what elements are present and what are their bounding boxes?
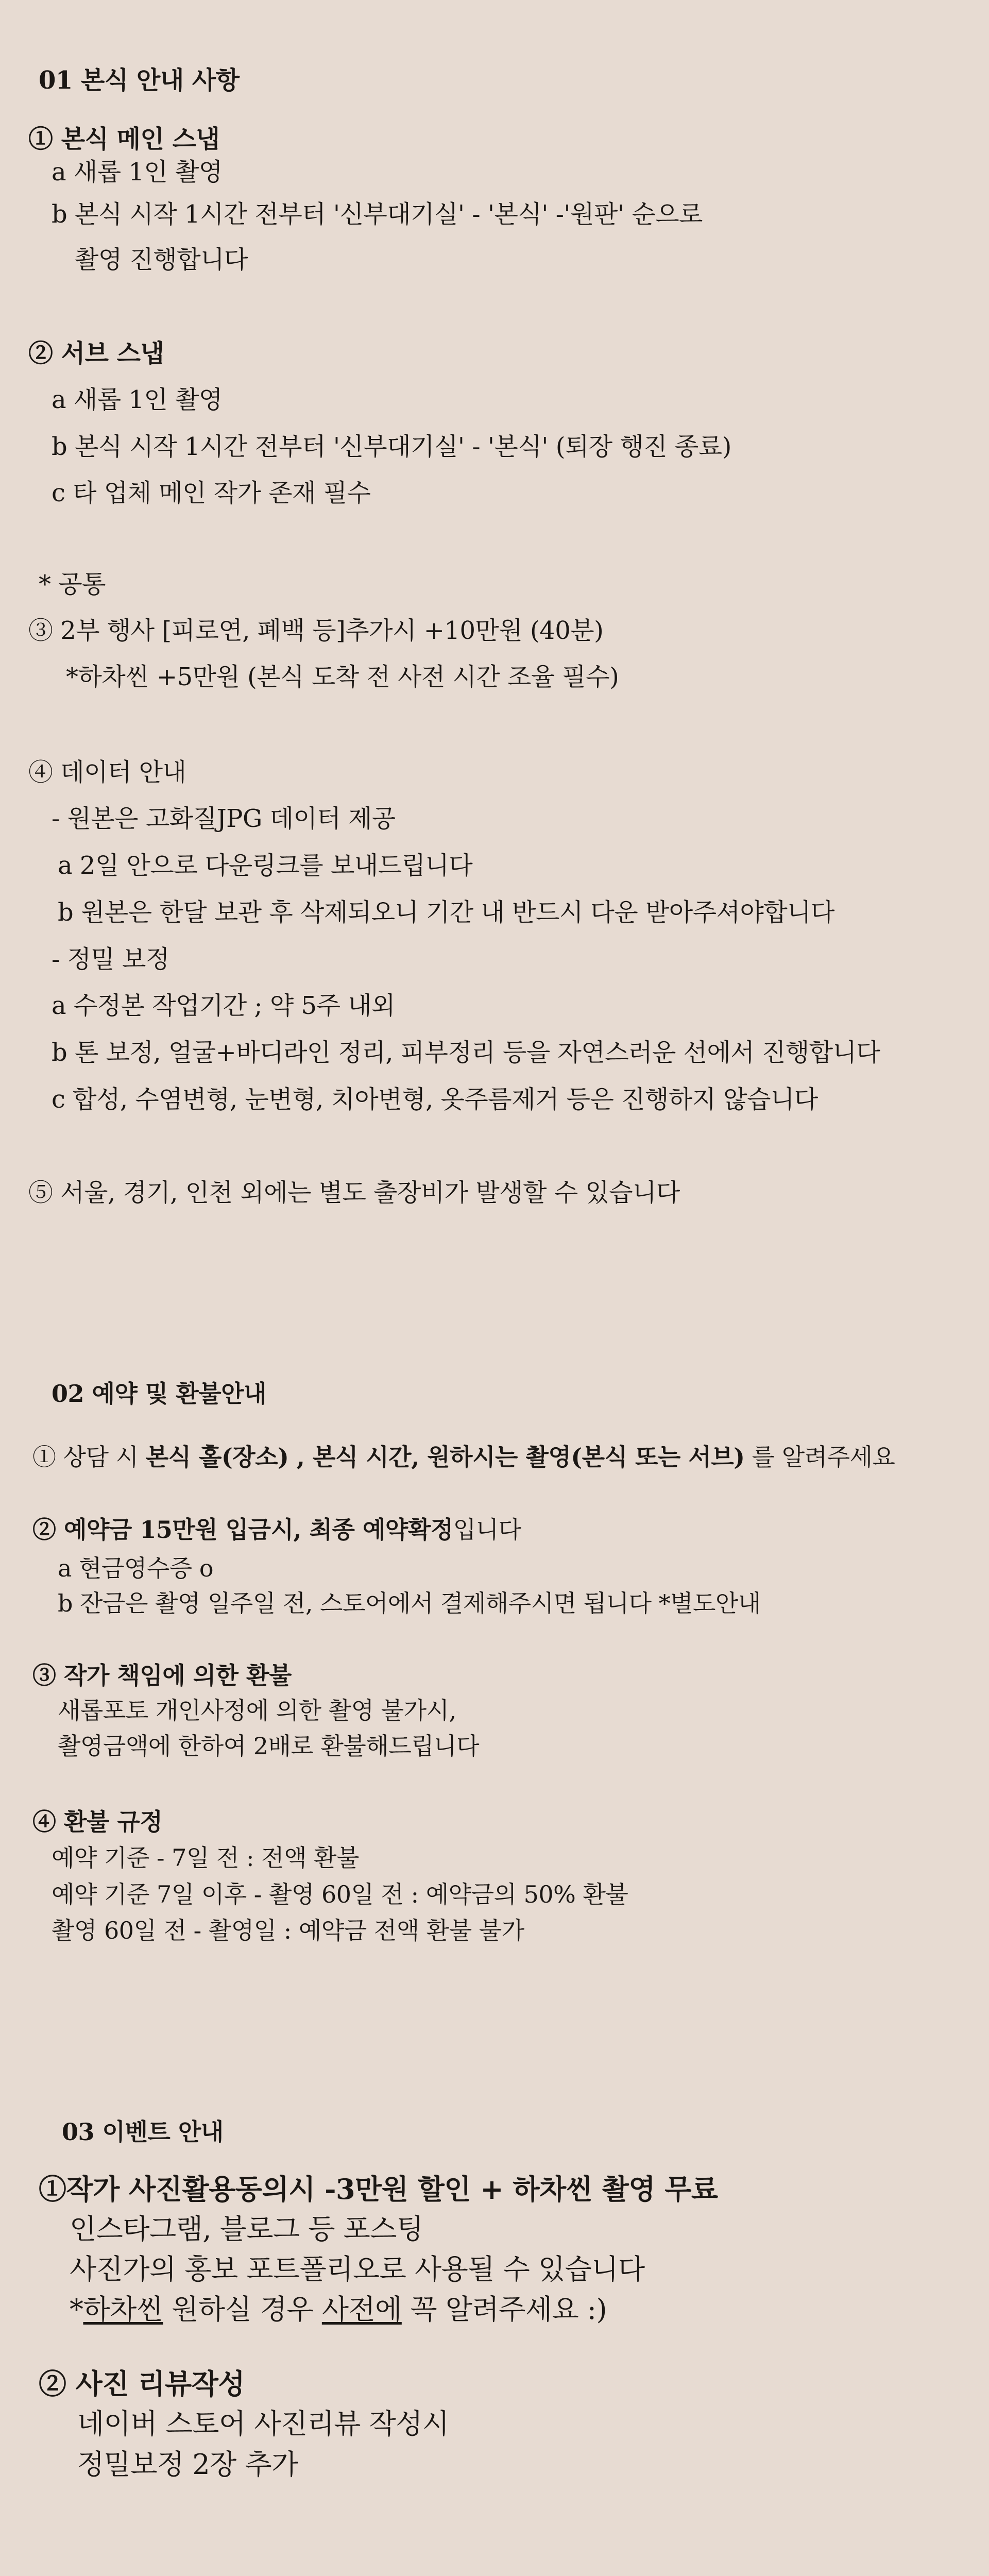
refund-policy-l3: 촬영 60일 전 - 촬영일 : 예약금 전액 환불 불가	[52, 1917, 524, 1944]
event-2-l2: 정밀보정 2장 추가	[77, 2448, 298, 2481]
main-snap-title: ① 본식 메인 스냅	[28, 125, 220, 154]
section-2-heading: 02 예약 및 환불안내	[52, 1380, 267, 1408]
original-a: a 2일 안으로 다운링크를 보내드립니다	[58, 851, 473, 880]
consult-line	[32, 1445, 895, 1469]
retouch-label: - 정밀 보정	[52, 945, 169, 974]
event-1-l3-underline-2: 사전에	[321, 2293, 402, 2326]
refund-author-title: ③ 작가 책임에 의한 환불	[32, 1662, 292, 1689]
section-3-heading: 03 이벤트 안내	[62, 2118, 224, 2146]
consult-prefix: ① 상담 시	[32, 1443, 146, 1471]
deposit-suffix: 입니다	[453, 1516, 521, 1544]
refund-author-l1: 새롭포토 개인사정에 의한 촬영 불가시,	[58, 1697, 456, 1724]
sub-snap-title: ② 서브 스냅	[28, 339, 164, 368]
event-2-title: ② 사진 리뷰작성	[39, 2367, 245, 2400]
retouch-c: c 합성, 수염변형, 눈변형, 치아변형, 옷주름제거 등은 진행하지 않습니다	[52, 1085, 818, 1114]
main-snap-b-cont: 촬영 진행합니다	[75, 245, 248, 274]
main-snap-b: b 본식 시작 1시간 전부터 '신부대기실' - '본식' -'원판' 순으로	[52, 200, 703, 229]
event-1-l3-star: *	[70, 2293, 83, 2326]
event-1-l3	[70, 2293, 607, 2326]
deposit-b: b 잔금은 촬영 일주일 전, 스토어에서 결제해주시면 됩니다 *별도안내	[58, 1589, 761, 1617]
section-1-heading: 01 본식 안내 사항	[39, 66, 240, 95]
retouch-b: b 톤 보정, 얼굴+바디라인 정리, 피부정리 등을 자연스러운 선에서 진행합니다	[52, 1038, 880, 1067]
event-1-l1: 인스타그램, 블로그 등 포스팅	[70, 2213, 423, 2245]
travel-fee-note: ⑤ 서울, 경기, 인천 외에는 별도 출장비가 발생할 수 있습니다	[28, 1178, 680, 1207]
event-1-l2: 사진가의 홍보 포트폴리오로 사용될 수 있습니다	[70, 2253, 645, 2285]
retouch-a: a 수정본 작업기간 ; 약 5주 내외	[52, 991, 395, 1020]
event-2-l1: 네이버 스토어 사진리뷰 작성시	[77, 2408, 449, 2440]
sub-snap-c: c 타 업체 메인 작가 존재 필수	[52, 479, 371, 507]
deposit-line	[32, 1516, 521, 1544]
consult-suffix: 를 알려주세요	[744, 1443, 895, 1471]
data-info-title: ④ 데이터 안내	[28, 758, 186, 787]
refund-policy-l2: 예약 기준 7일 이후 - 촬영 60일 전 : 예약금의 50% 환불	[52, 1880, 628, 1908]
consult-required-info: 본식 홀(장소) , 본식 시간, 원하시는 촬영(본식 또는 서브)	[145, 1443, 745, 1471]
sub-snap-a: a 새롭 1인 촬영	[52, 385, 223, 414]
main-snap-a: a 새롭 1인 촬영	[52, 158, 223, 187]
original-label: - 원본은 고화질JPG 데이터 제공	[52, 804, 396, 833]
event-1-l3-underline-1: 하차씬	[83, 2293, 163, 2326]
original-b: b 원본은 한달 보관 후 삭제되오니 기간 내 반드시 다운 받아주셔야합니다	[58, 898, 834, 927]
refund-policy-l1: 예약 기준 - 7일 전 : 전액 환불	[52, 1844, 360, 1872]
refund-policy-title: ④ 환불 규정	[32, 1808, 163, 1836]
common-label: * 공통	[39, 570, 106, 599]
second-event-title: ③ 2부 행사 [피로연, 폐백 등]추가시 +10만원 (40분)	[28, 616, 604, 645]
event-1-title: ①작가 사진활용동의시 -3만원 할인 + 하차씬 촬영 무료	[39, 2173, 718, 2206]
deposit-a: a 현금영수증 o	[58, 1554, 214, 1582]
sub-snap-b: b 본식 시작 1시간 전부터 '신부대기실' - '본식' (퇴장 행진 종료)	[52, 432, 731, 461]
event-1-l3-end: 꼭 알려주세요 :)	[401, 2293, 607, 2326]
second-event-note: *하차씬 +5만원 (본식 도착 전 사전 시간 조율 필수)	[66, 663, 619, 691]
deposit-confirm: ② 예약금 15만원 입금시, 최종 예약확정	[32, 1516, 453, 1544]
event-1-l3-mid: 원하실 경우	[163, 2293, 322, 2326]
refund-author-l2: 촬영금액에 한하여 2배로 환불해드립니다	[58, 1732, 480, 1760]
